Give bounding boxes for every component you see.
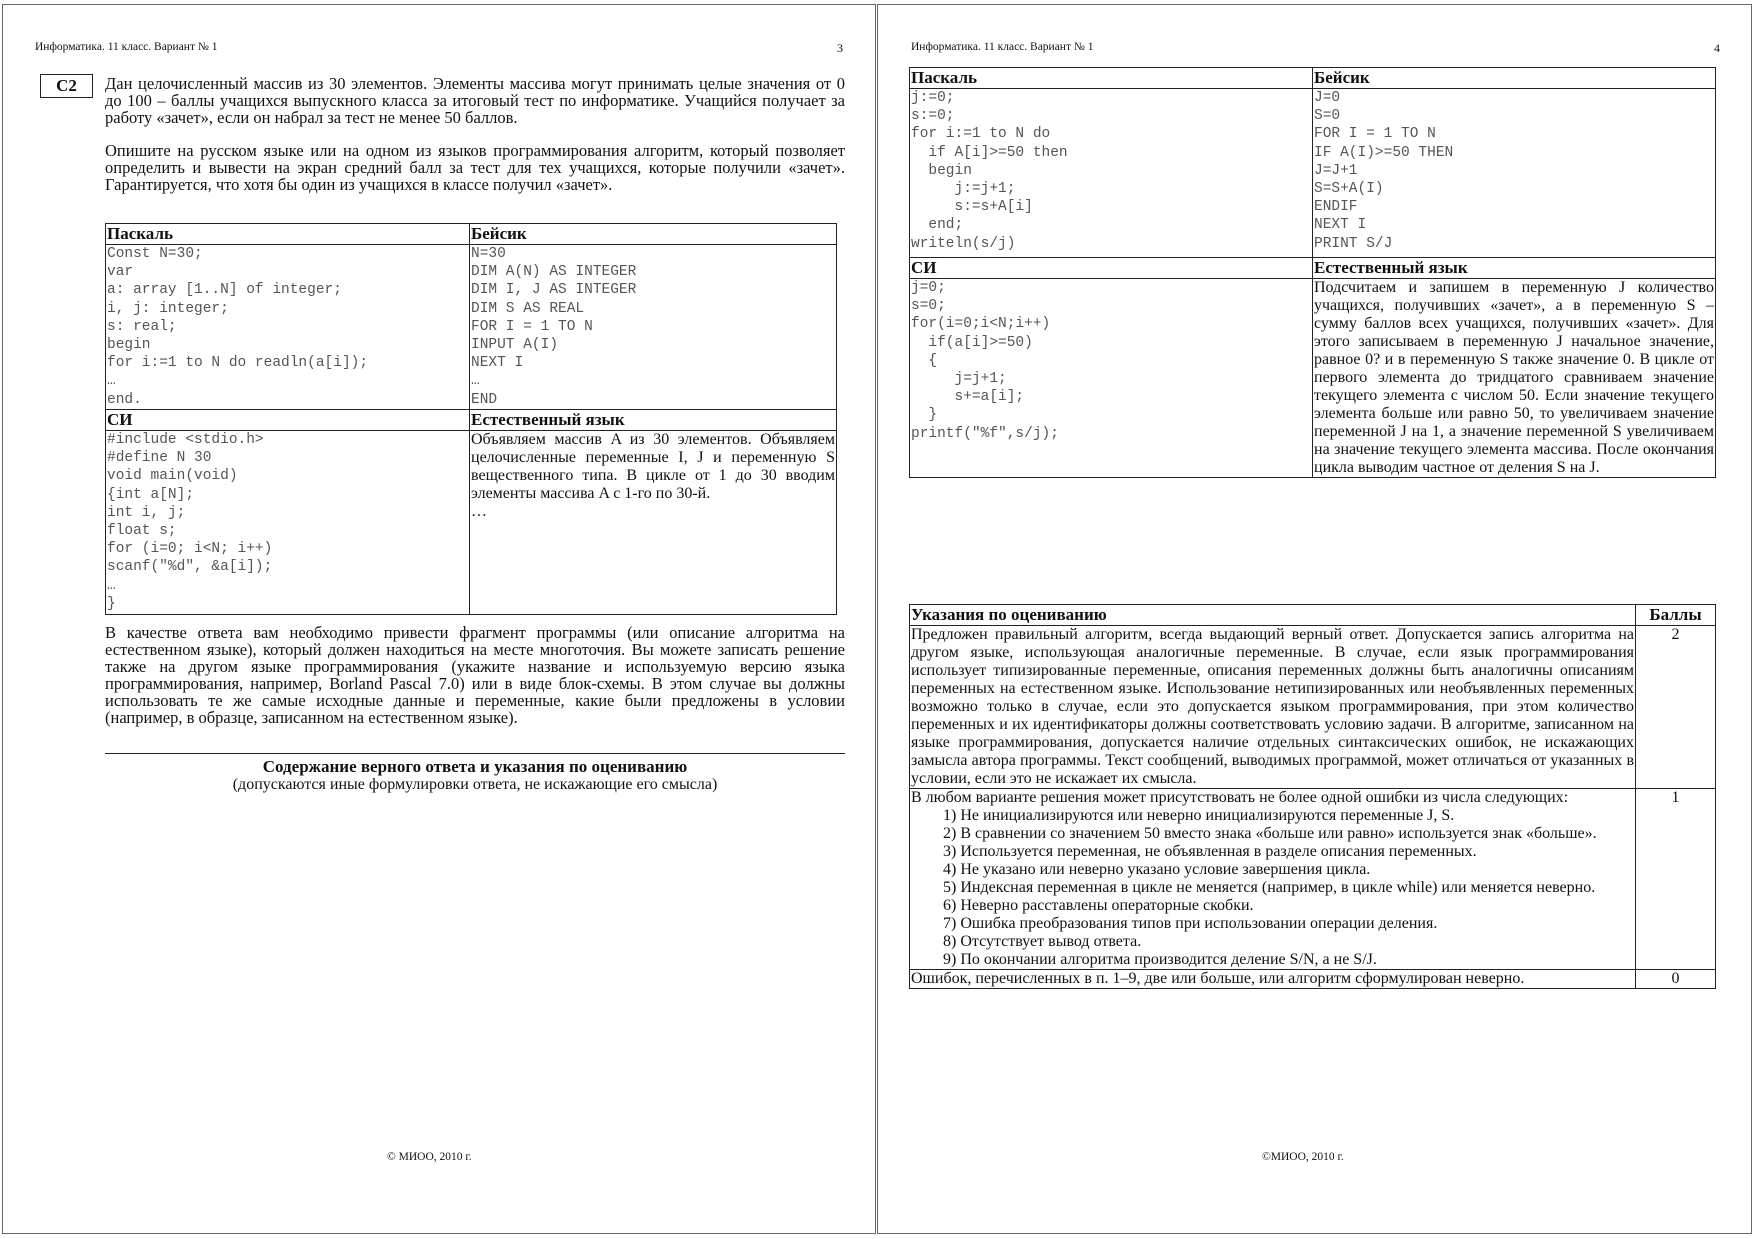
page-footer: © МИОО, 2010 г. bbox=[387, 1151, 472, 1163]
grading-row-0-criteria: Ошибок, перечисленных в п. 1–9, две или больше, или алгоритм сформулирован неверно. bbox=[910, 970, 1636, 989]
basic-header: Бейсик bbox=[1313, 68, 1716, 89]
page-number: 3 bbox=[837, 41, 843, 55]
pascal-code: Const N=30; var a: array [1..N] of integer; i, j: integer; s: real; begin for i:=1 to N do readln(a[i]); … end. bbox=[107, 246, 369, 408]
pascal-header: Паскаль bbox=[910, 68, 1313, 89]
grading-row-2-points: 2 bbox=[1636, 626, 1716, 789]
error-item-8: 8) Отсутствует вывод ответа. bbox=[943, 933, 1142, 950]
grading-header-criteria: Указания по оцениванию bbox=[910, 605, 1636, 626]
left-page bbox=[2, 4, 876, 1234]
task-statement: Опишите на русском языке или на одном из языков программирования алгоритм, который позволяет определить и вывести на экран средний балл за тест для тех учащихся, которые получили «зачет». Гарантируется, что хотя бы один из учащихся в классе получил «зачет». bbox=[105, 141, 845, 194]
error-item-9: 9) По окончании алгоритма производится деление S/N, а не S/J. bbox=[943, 951, 1377, 968]
section-title: Содержание верного ответа и указания по оцениванию bbox=[262, 757, 688, 776]
page-header: Информатика. 11 класс. Вариант № 1 bbox=[911, 41, 1094, 53]
c-header: СИ bbox=[106, 410, 470, 431]
grading-row-1-points: 1 bbox=[1636, 789, 1716, 970]
page-footer: ©МИОО, 2010 г. bbox=[1262, 1151, 1344, 1163]
c-code: #include <stdio.h> #define N 30 void main(void) {int a[N]; int i, j; float s; for (i=0; i<N; i++) scanf("%d", &a[i]); … } bbox=[107, 432, 273, 612]
error-item-3: 3) Используется переменная, не объявленная в разделе описания переменных. bbox=[943, 843, 1477, 860]
task-intro: Дан целочисленный массив из 30 элементов. Элементы массива могут принимать целые значения от 0 до 100 – баллы учащихся выпускного класса за итоговый тест по информатике. Учащийся получает за работу «зачет», если он набрал за тест не менее 50 баллов. bbox=[105, 74, 845, 127]
error-item-4: 4) Не указано или неверно указано условие завершения цикла. bbox=[943, 861, 1371, 878]
task-label: С2 bbox=[40, 74, 93, 98]
error-item-2: 2) В сравнении со значением 50 вместо знака «больше или равно» используется знак «больше». bbox=[943, 825, 1597, 842]
page-header: Информатика. 11 класс. Вариант № 1 bbox=[35, 41, 218, 53]
error-item-6: 6) Неверно расставлены операторные скобки. bbox=[943, 897, 1254, 914]
right-page bbox=[877, 4, 1752, 1234]
grading-table bbox=[909, 604, 1716, 989]
grading-row-2-criteria: Предложен правильный алгоритм, всегда выдающий верный ответ. Допускается запись алгоритма на другом языке, использующая аналогичные переменные. В случае, если язык программирования использует типизированные переменные, описания переменных должны быть аналогичны описаниям переменных на естественном языке. Использование нетипизированных или необъявленных переменных возможно только в случае, если это допускается языком программирования, при этом количество переменных и их идентификаторы должны соответствовать условию задачи. В алгоритме, записанном на языке программирования, допускается наличие отдельных синтаксических ошибок, не искажающих замысла автора программы. Текст сообщений, выводимых программой, может отличаться от указанных в условии, если это не искажает их смысла. bbox=[911, 626, 1634, 787]
section-subtitle: (допускаются иные формулировки ответа, не искажающие его смысла) bbox=[232, 776, 718, 793]
pascal-header: Паскаль bbox=[106, 224, 470, 245]
basic-code: N=30 DIM A(N) AS INTEGER DIM I, J AS INTEGER DIM S AS REAL FOR I = 1 TO N INPUT A(I) NEXT I … END bbox=[471, 246, 637, 408]
basic-solution-code: J=0 S=0 FOR I = 1 TO N IF A(I)>=50 THEN J=J+1 S=S+A(I) ENDIF NEXT I PRINT S/J bbox=[1314, 90, 1454, 252]
error-item-7: 7) Ошибка преобразования типов при использовании операции деления. bbox=[943, 915, 1438, 932]
basic-header: Бейсик bbox=[470, 224, 837, 245]
error-item-1: 1) Не инициализируются или неверно инициализируются переменные J, S. bbox=[943, 807, 1455, 824]
grading-header-points: Баллы bbox=[1636, 605, 1716, 626]
grading-row-1-intro: В любом варианте решения может присутствовать не более одной ошибки из числа следующих: bbox=[911, 789, 1569, 806]
solution-table bbox=[909, 67, 1716, 478]
divider bbox=[105, 753, 845, 754]
natural-solution-text: Подсчитаем и запишем в переменную J количество учащихся, получивших «зачет», а в переменную S – сумму баллов всех учащихся, получивших «зачет». Для этого записываем в переменную J начальное значение, равное 0? и в переменную S также значение 0. В цикле от первого элемента до тридцатого сравниваем значение текущего элемента с числом 50. Если значение текущего элемента больше или равно 50, то увеличиваем значение переменной J на 1, а значение переменной S увеличиваем на значение текущего элемента массива. После окончания цикла выводим частное от деления S на J. bbox=[1314, 279, 1714, 476]
natural-ellipsis: … bbox=[471, 503, 487, 520]
c-header: СИ bbox=[910, 258, 1313, 279]
natural-header: Естественный язык bbox=[470, 410, 837, 431]
natural-text: Объявляем массив A из 30 элементов. Объявляем целочисленные переменные I, J и переменную S вещественного типа. В цикле от 1 до 30 вводим элементы массива A с 1-го по 30-й. bbox=[471, 431, 835, 502]
natural-header: Естественный язык bbox=[1313, 258, 1716, 279]
error-item-5: 5) Индексная переменная в цикле не меняется (например, в цикле while) или меняется неверно. bbox=[943, 879, 1596, 896]
pascal-solution-code: j:=0; s:=0; for i:=1 to N do if A[i]>=50 then begin j:=j+1; s:=s+A[i] end; writeln(s/j) bbox=[911, 90, 1068, 252]
c-solution-code: j=0; s=0; for(i=0;i<N;i++) if(a[i]>=50) { j=j+1; s+=a[i]; } printf("%f",s/j); bbox=[911, 280, 1059, 442]
task-code-table bbox=[105, 223, 837, 615]
answer-note: В качестве ответа вам необходимо привести фрагмент программы (или описание алгоритма на естественном языке), который должен находиться на месте многоточия. Вы можете записать решение также на другом языке программирования (укажите название и используемую версию языка программирования, например, Borland Pascal 7.0) или в виде блок-схемы. В этом случае вы должны использовать те же самые исходные данные и переменные, какие были предложены в условии (например, в образце, записанном на естественном языке). bbox=[105, 623, 845, 727]
page-number: 4 bbox=[1714, 41, 1720, 55]
grading-row-0-points: 0 bbox=[1636, 970, 1716, 989]
